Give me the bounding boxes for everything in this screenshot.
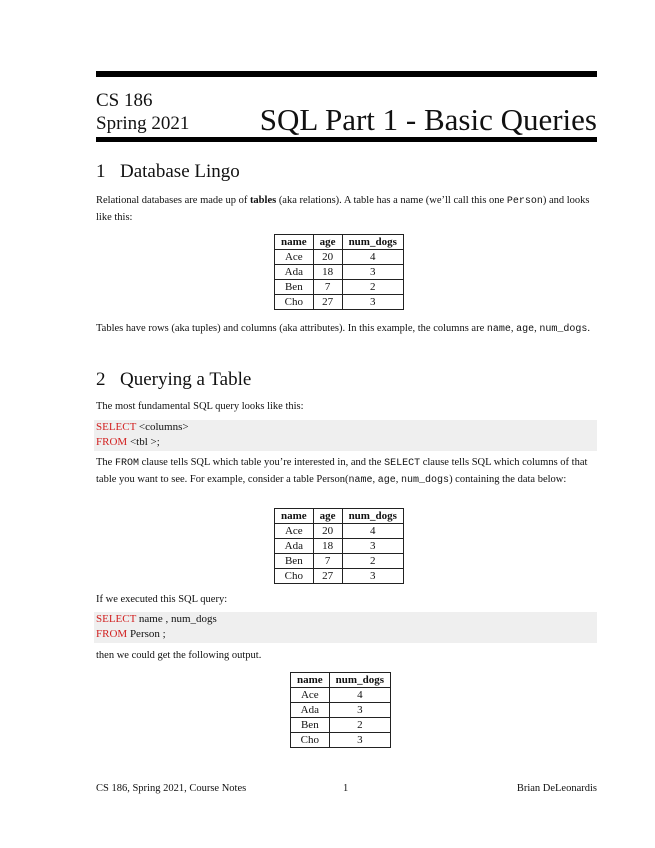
header-rule [96, 137, 597, 142]
code-term: name [486, 324, 511, 335]
table-cell: 4 [329, 688, 390, 703]
table-cell: 3 [329, 733, 390, 748]
table-cell: 3 [342, 539, 403, 554]
sql-keyword: FROM [96, 436, 128, 448]
person-table [274, 234, 404, 310]
section-2-paragraph-2 [96, 455, 598, 489]
section-title: Querying a Table [120, 369, 252, 390]
text-run: , [395, 474, 402, 485]
table-row [275, 569, 404, 584]
top-rule [96, 71, 597, 77]
text-run: (aka relations). A table has a name (we’ll call this one [276, 195, 507, 206]
column-header: age [313, 509, 342, 524]
text-run: Relational databases are made up of [96, 195, 250, 206]
sql-keyword: FROM [96, 628, 128, 640]
table-row [275, 539, 404, 554]
column-header: name [291, 673, 330, 688]
code-term: num_dogs [539, 324, 588, 335]
text-run: Tables have rows (aka tuples) and columns (aka attributes). In this example, the columns are [96, 323, 487, 334]
table-cell: 27 [313, 295, 342, 310]
table-cell: 20 [313, 524, 342, 539]
table-cell: Cho [275, 569, 314, 584]
text-run: clause tells SQL which columns of that table you want to see. For example, consider a table Person( [96, 457, 588, 485]
table-cell: 7 [313, 554, 342, 569]
table-header-row [291, 673, 391, 688]
table-cell: 4 [342, 250, 403, 265]
table-cell: 4 [342, 524, 403, 539]
column-header: num_dogs [342, 509, 403, 524]
code-term: SELECT [384, 458, 421, 469]
section-1-heading [96, 161, 240, 183]
table-cell: 3 [342, 295, 403, 310]
bold-term: tables [249, 195, 277, 206]
table-cell: Ace [291, 688, 330, 703]
text-run: , [534, 323, 540, 334]
section-1-paragraph-2 [96, 321, 598, 338]
column-header: name [275, 235, 314, 250]
column-header: age [313, 235, 342, 250]
code-line [96, 435, 595, 450]
person-data-table [274, 508, 404, 584]
section-2-paragraph-1: The most fundamental SQL query looks like this: [96, 401, 304, 412]
table-header-row [275, 235, 404, 250]
table-cell: Ace [275, 250, 314, 265]
column-header: num_dogs [342, 235, 403, 250]
table-cell: Ace [275, 524, 314, 539]
column-header: name [275, 509, 314, 524]
table-cell: 2 [342, 280, 403, 295]
code-term: FROM [114, 458, 139, 469]
table-header-row [275, 509, 404, 524]
section-2-paragraph-4: then we could get the following output. [96, 650, 262, 661]
page-number: 1 [343, 783, 349, 794]
section-number: 1 [96, 161, 106, 182]
code-term: age [516, 324, 535, 335]
code-term: name [348, 475, 373, 486]
section-title: Database Lingo [120, 161, 240, 182]
output-table [290, 672, 391, 748]
code-block-1 [94, 420, 597, 451]
footer-left: CS 186, Spring 2021, Course Notes [96, 783, 247, 794]
course-term: Spring 2021 [96, 113, 190, 134]
code-term: num_dogs [401, 475, 450, 486]
code-term: Person [506, 196, 543, 207]
code-line [96, 627, 595, 642]
table-cell: 3 [342, 569, 403, 584]
course-code: CS 186 [96, 90, 153, 111]
table-row [275, 295, 404, 310]
table-row [275, 265, 404, 280]
table-row [275, 554, 404, 569]
table-cell: Cho [291, 733, 330, 748]
table-cell: Ben [291, 718, 330, 733]
code-text: Person ; [127, 628, 166, 640]
section-2-paragraph-3: If we executed this SQL query: [96, 594, 228, 605]
code-line [96, 420, 595, 435]
code-block-2 [94, 612, 597, 643]
sql-keyword: SELECT [96, 421, 137, 433]
table-row [275, 250, 404, 265]
code-text: name , num_dogs [136, 613, 217, 625]
table-cell: 2 [342, 554, 403, 569]
column-header: num_dogs [329, 673, 390, 688]
code-text: <tbl >; [127, 436, 160, 448]
table-row [275, 280, 404, 295]
table-cell: 20 [313, 250, 342, 265]
text-run: clause tells SQL which table you’re interested in, and the [138, 457, 385, 468]
sql-keyword: SELECT [96, 613, 137, 625]
table-cell: Cho [275, 295, 314, 310]
footer-author: Brian DeLeonardis [516, 783, 597, 794]
table-cell: Ada [275, 265, 314, 280]
table-cell: 18 [313, 539, 342, 554]
table-cell: 27 [313, 569, 342, 584]
table-row [291, 688, 391, 703]
table-row [275, 524, 404, 539]
code-line [96, 612, 595, 627]
table-row [291, 718, 391, 733]
section-number: 2 [96, 369, 106, 390]
table-cell: 3 [329, 703, 390, 718]
code-term: age [377, 475, 396, 486]
table-cell: 7 [313, 280, 342, 295]
text-run: , [510, 323, 517, 334]
section-2-heading [96, 369, 251, 391]
table-cell: Ben [275, 280, 314, 295]
table-cell: Ben [275, 554, 314, 569]
table-row [291, 733, 391, 748]
text-run: ) containing the data below: [449, 474, 567, 485]
text-run: , [372, 474, 378, 485]
table-cell: 18 [313, 265, 342, 280]
table-cell: 2 [329, 718, 390, 733]
page-title: SQL Part 1 - Basic Queries [259, 102, 597, 137]
table-cell: Ada [275, 539, 314, 554]
code-text: <columns> [136, 421, 189, 433]
table-cell: Ada [291, 703, 330, 718]
text-run: . [587, 323, 591, 334]
text-run: ) and looks like this: [96, 195, 590, 223]
section-1-paragraph-1 [96, 193, 598, 226]
table-cell: 3 [342, 265, 403, 280]
text-run: The [96, 457, 115, 468]
table-row [291, 703, 391, 718]
